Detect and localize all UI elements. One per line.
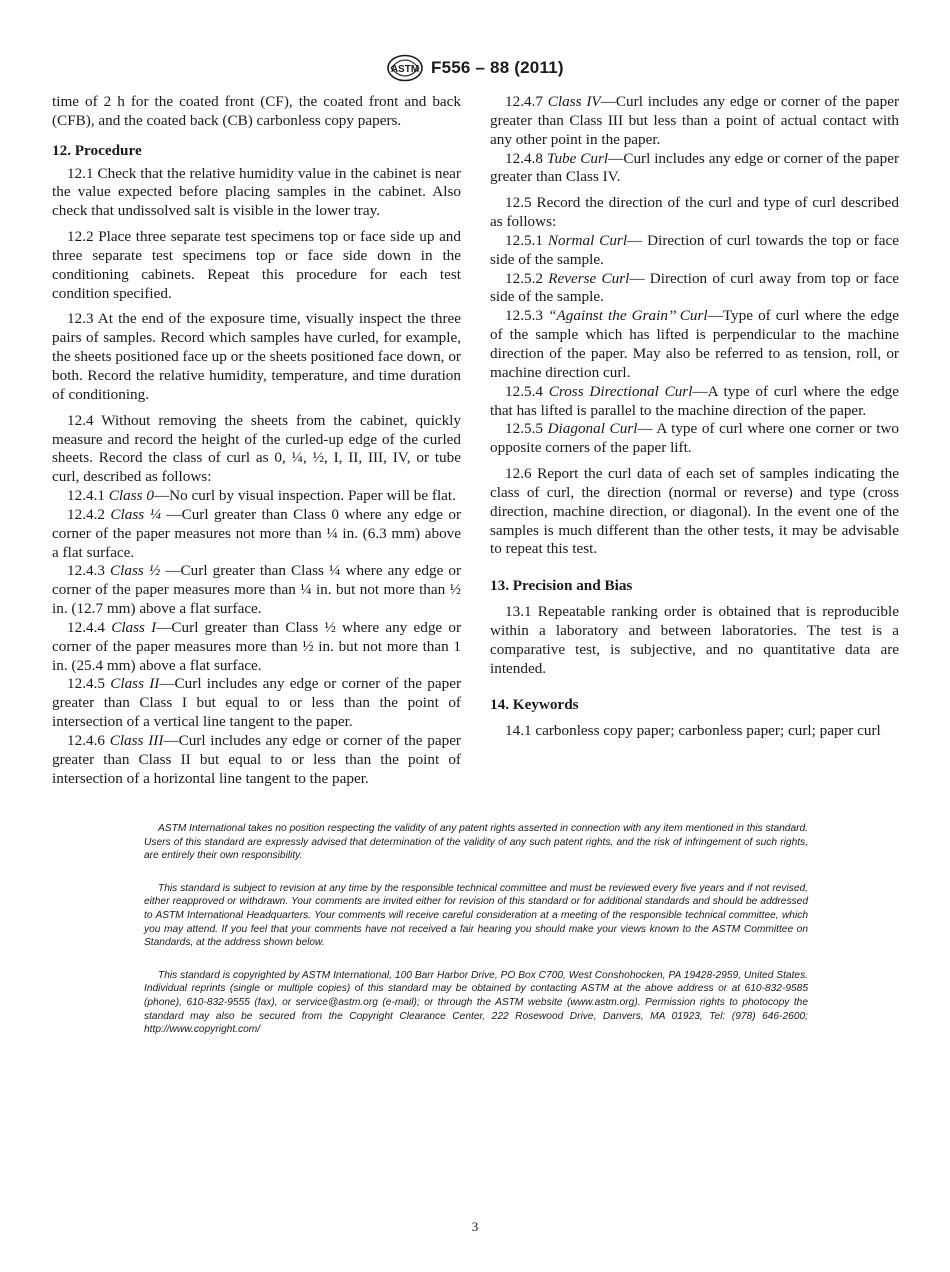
term: Class IV: [547, 93, 601, 110]
logo-text: ASTM: [390, 64, 420, 75]
right-column: [490, 93, 899, 741]
paragraph-12-3: 12.3 At the end of the exposure time, visually inspect the three pairs of samples. Record which samples have curled, for example, the sheets positioned face up or the sheets positioned face down, or both. Record the relative humidity, temperature, and time duration of conditioning.: [52, 310, 461, 403]
paragraph-13-1: 13.1 Repeatable ranking order is obtained that is reproducible within a laboratory and between laboratories. The test is a comparative test, is subjective, and no quantitative data are intended.: [490, 603, 899, 677]
page-header: [0, 54, 950, 84]
paragraph-12-4-7: 12.4.7 Class IV—Curl includes any edge or corner of the paper greater than Class III but less than a point of actual contact with any other point in the paper.: [490, 93, 899, 148]
term: Class II: [110, 675, 160, 693]
paragraph-12-5-4: 12.5.4 Cross Directional Curl—A type of curl where the edge that has lifted is parallel to the machine direction of the paper.: [490, 382, 900, 419]
term: Class III: [109, 732, 164, 749]
term: Tube Curl: [546, 149, 609, 167]
term: Normal Curl: [547, 231, 628, 249]
paragraph-12-4-4: 12.4.4 Class I—Curl greater than Class ½ where any edge or corner of the paper measures more than ½ in. but not more than 1 in. (25.4 mm) above a flat surface.: [52, 618, 462, 674]
paragraph-14-1: 14.1 carbonless copy paper; carbonless paper; curl; paper curl: [505, 722, 881, 740]
standard-designation: F556 – 88 (2011): [431, 58, 564, 77]
paragraph-12-1: 12.1 Check that the relative humidity value in the cabinet is near the value expected before placing samples in the cabinet. Also check that undissolved salt is visible in the lower tray.: [52, 164, 461, 220]
term: Class ¼: [110, 505, 161, 523]
term: “Against the Grain’’ Curl: [548, 307, 708, 325]
paragraph-12-5-3: 12.5.3 “Against the Grain’’ Curl—Type of curl where the edge of the sample which has lifted is perpendicular to the machine direction of the paper. May also be referred to as tension, roll, or machine direction curl.: [490, 307, 900, 381]
section-heading-precision-bias: 13. Precision and Bias: [490, 577, 633, 595]
page-number: 3: [471, 1219, 479, 1234]
term: Class 0: [108, 487, 154, 505]
patent-notice: ASTM International takes no position respecting the validity of any patent rights asserted in connection with any item mentioned in this standard. Users of this standard are expressly advised that determination of the validity of any such patent rights, and the risk of infringement of such rights, are entirely their own responsibility.: [144, 823, 808, 862]
legal-notices: [144, 822, 808, 1056]
paragraph-12-5-5: 12.5.5 Diagonal Curl— A type of curl where one corner or two opposite corners of the paper lift.: [490, 420, 900, 457]
paragraph-12-4-8: 12.4.8 Tube Curl—Curl includes any edge or corner of the paper greater than Class IV.: [490, 149, 899, 186]
section-heading-procedure: 12. Procedure: [52, 141, 142, 159]
paragraph-12-5-2: 12.5.2 Reverse Curl— Direction of curl away from top or face side of the sample.: [490, 269, 899, 306]
paragraph-12-4-5: 12.4.5 Class II—Curl includes any edge or corner of the paper greater than Class I but equal to or less than the point of intersection of a vertical line tangent to the paper.: [52, 675, 461, 731]
paragraph-12-4-2: 12.4.2 Class ¼ —Curl greater than Class 0 where any edge or corner of the paper measures not more than ¼ in. (6.3 mm) above a flat surface.: [52, 505, 462, 561]
paragraph-12-5: 12.5 Record the direction of the curl and type of curl described as follows:: [490, 194, 899, 231]
term: Class I: [111, 618, 157, 636]
term: Reverse Curl: [548, 269, 630, 287]
paragraph-12-4-1: 12.4.1 Class 0—No curl by visual inspection. Paper will be flat.: [67, 487, 456, 505]
paragraph-12-4-6: 12.4.6 Class III—Curl includes any edge or corner of the paper greater than Class II but equal to or less than the point of intersection of a horizontal line tangent to the paper.: [52, 732, 461, 787]
paragraph-12-4: 12.4 Without removing the sheets from the cabinet, quickly measure and record the height of the curled-up edge of the curled sheets. Record the class of curl as 0, ¼, ½, I, II, III, IV, or tube curl, described as follows:: [52, 411, 461, 486]
left-column: [52, 93, 461, 789]
term: Diagonal Curl: [547, 420, 638, 438]
term: Class ½: [110, 562, 161, 580]
section-heading-keywords: 14. Keywords: [490, 696, 579, 714]
paragraph-12-5-1: 12.5.1 Normal Curl— Direction of curl towards the top or face side of the sample.: [490, 231, 900, 268]
copyright-notice: This standard is copyrighted by ASTM International, 100 Barr Harbor Drive, PO Box C700, West Conshohocken, PA 19428-2959, United States. Individual reprints (single or multiple copies) of this standard may be obtained by contacting ASTM at the above address or at 610-832-9585 (phone), 610-832-9555 (fax), or service@astm.org (e-mail); or through the ASTM website (www.astm.org). Permission rights to photocopy the standard may also be secured from the Copyright Clearance Center, 222 Rosewood Drive, Danvers, MA 01923, Tel: (978) 646-2600; http://www.copyright.com/: [144, 969, 808, 1036]
continued-paragraph: time of 2 h for the coated front (CF), the coated front and back (CFB), and the coated back (CB) carbonless copy papers.: [52, 93, 461, 129]
term: Cross Directional Curl: [548, 382, 693, 400]
paragraph-12-4-3: 12.4.3 Class ½ —Curl greater than Class ¼ where any edge or corner of the paper measures more than ¼ in. but not more than ½ in. (12.7 mm) above a flat surface.: [52, 562, 462, 618]
revision-notice: This standard is subject to revision at any time by the responsible technical committee and must be reviewed every five years and if not revised, either reapproved or withdrawn. Your comments are invited either for revision of this standard or for additional standards and should be addressed to ASTM International Headquarters. Your comments will receive careful consideration at a meeting of the responsible technical committee, which you may attend. If you feel that your comments have not received a fair hearing you should make your views known to the ASTM Committee on Standards, at the address shown below.: [144, 882, 808, 949]
paragraph-12-6: 12.6 Report the curl data of each set of samples indicating the class of curl, the direction (normal or reverse) and type (cross direction, machine direction, or diagonal). In the event one of the samples is much different than the other tests, it may be advisable to repeat this test.: [490, 465, 899, 558]
astm-logo-icon: [385, 54, 425, 82]
paragraph-12-2: 12.2 Place three separate test specimens top or face side up and three separate test specimens top or face side down in the conditioning cabinets. Repeat this procedure for each test condition specified.: [52, 228, 461, 302]
